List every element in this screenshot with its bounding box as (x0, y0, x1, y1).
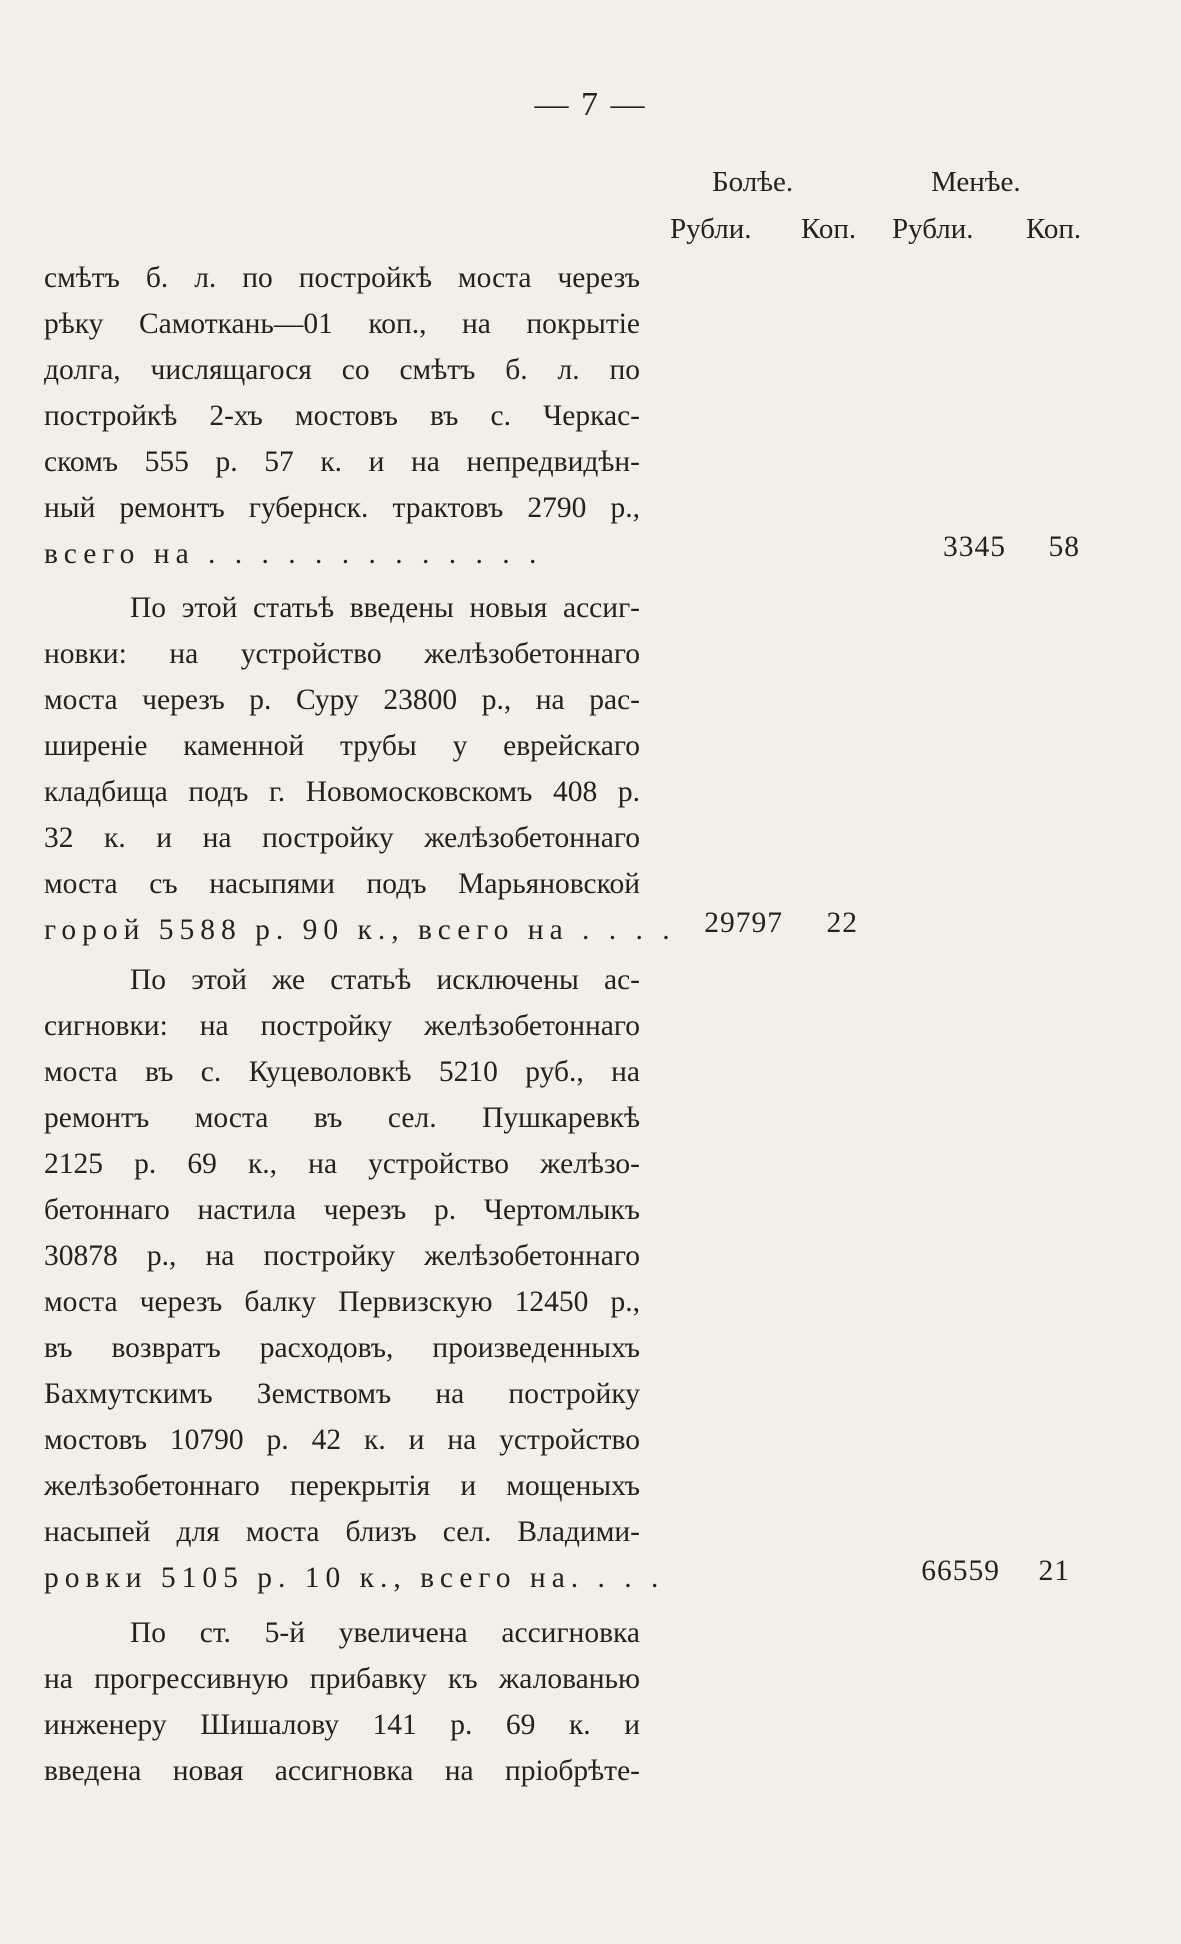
column-header-less-kopecks: Коп. (1026, 213, 1082, 245)
page-number: — 7 — (534, 86, 647, 123)
text-line: По ст. 5-й увеличена ассигновка (130, 1617, 640, 1649)
amount-more-rubles: 29797 (704, 907, 783, 939)
column-header-less-rubles: Рубли. (892, 213, 974, 245)
paragraph-2 (44, 585, 676, 953)
total-line: ровки 5105 р. 10 к., всего на. . . . (44, 1562, 665, 1594)
text-line: моста черезъ балку Первизскую 12450 р., (44, 1286, 640, 1318)
text-line: долга, числящагося со смѣтъ б. л. по (44, 354, 640, 386)
amount-less-kopecks: 21 (1038, 1555, 1070, 1587)
paragraph-3 (44, 957, 665, 1601)
text-line (44, 1555, 665, 1601)
text-line: 32 к. и на постройку желѣзобетоннаго (44, 822, 640, 854)
text-line: По этой статьѣ введены новыя ассиг- (130, 592, 640, 624)
total-line: горой 5588 р. 90 к., всего на . . . . (44, 914, 676, 946)
amount-less-kopecks: 58 (1048, 531, 1080, 563)
amount-less-rubles: 66559 (921, 1555, 1000, 1587)
text-line: 2125 р. 69 к., на устройство желѣзо- (44, 1148, 640, 1180)
text-line: инженеру Шишалову 141 р. 69 к. и (44, 1709, 640, 1741)
text-line: моста въ с. Куцеволовкѣ 5210 руб., на (44, 1056, 640, 1088)
text-line: введена новая ассигновка на пріобрѣте- (44, 1755, 640, 1787)
text-line: смѣтъ б. л. по постройкѣ моста черезъ (44, 262, 640, 294)
column-header-more-kopecks: Коп. (801, 213, 857, 245)
text-line: въ возвратъ расходовъ, произведенныхъ (44, 1332, 640, 1364)
text-line: моста съ насыпями подъ Марьяновской (44, 868, 640, 900)
column-header-more-rubles: Рубли. (670, 213, 752, 245)
total-line: всего на . . . . . . . . . . . . . (44, 538, 543, 570)
text-line: мостовъ 10790 р. 42 к. и на устройство (44, 1424, 640, 1456)
paragraph-1 (44, 255, 640, 577)
text-line: По этой же статьѣ исключены ас- (130, 964, 640, 996)
column-header-more: Болѣе. (712, 166, 794, 198)
text-line: постройкѣ 2-хъ мостовъ въ с. Черкас- (44, 400, 640, 432)
column-header-less: Менѣе. (931, 166, 1021, 198)
amount-less-rubles: 3345 (943, 531, 1006, 563)
text-line: Бахмутскимъ Земствомъ на постройку (44, 1378, 640, 1410)
text-line: 30878 р., на постройку желѣзобетоннаго (44, 1240, 640, 1272)
text-line: рѣку Самоткань—01 коп., на покрытіе (44, 308, 640, 340)
text-line: ный ремонтъ губернск. трактовъ 2790 р., (44, 492, 640, 524)
amount-more-kopecks: 22 (826, 907, 858, 939)
text-line: бетоннаго настила черезъ р. Чертомлыкъ (44, 1194, 640, 1226)
text-line: моста черезъ р. Суру 23800 р., на рас- (44, 684, 640, 716)
text-line: новки: на устройство желѣзобетоннаго (44, 638, 640, 670)
text-line: желѣзобетоннаго перекрытія и мощеныхъ (44, 1470, 640, 1502)
text-line: скомъ 555 р. 57 к. и на непредвидѣн- (44, 446, 640, 478)
text-line: кладбища подъ г. Новомосковскомъ 408 р. (44, 776, 640, 808)
text-line (44, 531, 640, 577)
text-line: насыпей для моста близъ сел. Владими- (44, 1516, 640, 1548)
text-line: на прогрессивную прибавку къ жалованью (44, 1663, 640, 1695)
text-line: ширеніе каменной трубы у еврейскаго (44, 730, 640, 762)
text-line: сигновки: на постройку желѣзобетоннаго (44, 1010, 640, 1042)
paragraph-4 (44, 1610, 640, 1794)
text-line (44, 907, 676, 953)
text-line: ремонтъ моста въ сел. Пушкаревкѣ (44, 1102, 640, 1134)
